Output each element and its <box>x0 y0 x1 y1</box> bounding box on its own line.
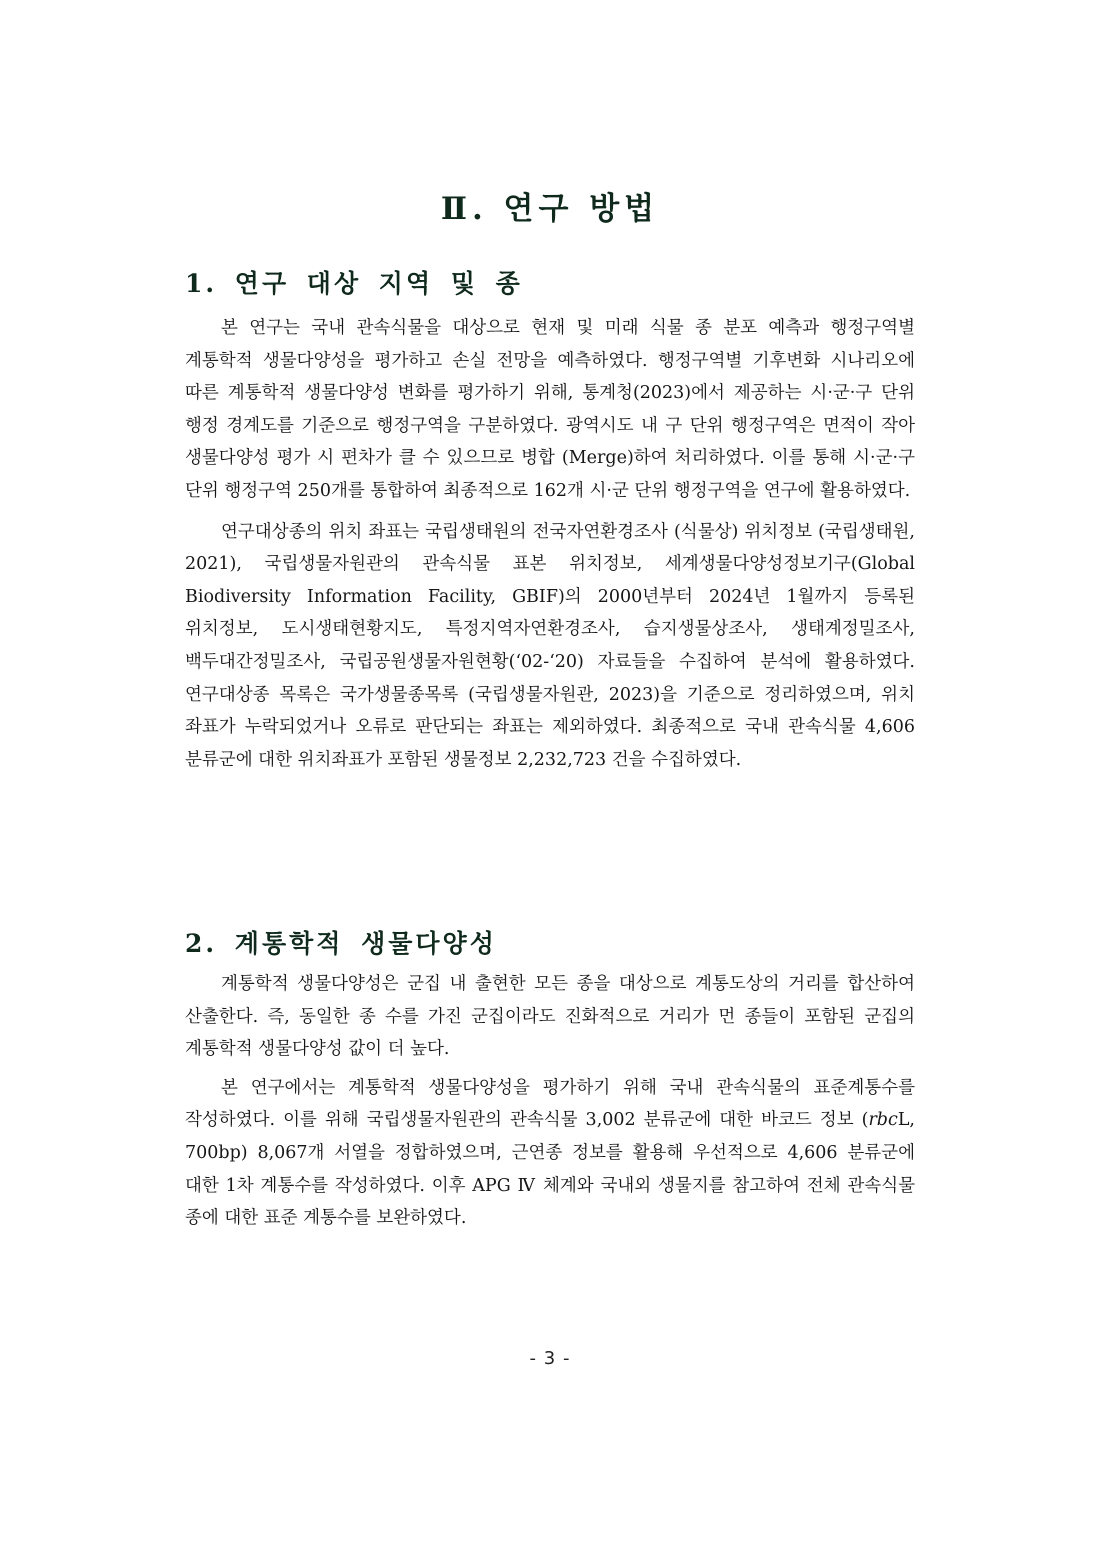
chapter-title: Ⅱ. 연구 방법 <box>440 191 660 227</box>
page-number: - 3 - <box>529 1348 571 1369</box>
body-paragraph: 본 연구는 국내 관속식물을 대상으로 현재 및 미래 식물 종 분포 예측과 행정구역별 계통학적 생물다양성을 평가하고 손실 전망을 예측하였다. 행정구역별 기후변화 시나리오에 따른 계통학적 생물다양성 변화를 평가하기 위해, 통계청(2023)에서 제공하는 시·군·구 단위 행정 경계도를 기준으로 행정구역을 구분하였다. 광역시도 내 구 단위 행정구역은 면적이 작아 생물다양성 평가 시 편차가 클 수 있으므로 병합 (Merge)하여 처리하였다. 이를 통해 시·군·구 단위 행정구역 250개를 통합하여 최종적으로 162개 시·군 단위 행정구역을 연구에 활용하였다. <box>185 318 915 501</box>
section-study-area-and-species <box>185 269 915 776</box>
gene-name-italic: rbc <box>868 1110 898 1131</box>
section-heading: 2. 계통학적 생물다양성 <box>185 929 497 958</box>
body-paragraph: 연구대상종의 위치 좌표는 국립생태원의 전국자연환경조사 (식물상) 위치정보 (국립생태원, 2021), 국립생물자원관의 관속식물 표본 위치정보, 세계생물다양성정보기구(Global Biodiversity Information Facility, GBIF)의 2000년부터 2024년 1월까지 등록된 위치정보, 도시생태현황지도, 특정지역자연환경조사, 습지생물상조사, 생태계정밀조사, 백두대간정밀조사, 국립공원생물자원현황(‘02-‘20) 자료들을 수집하여 분석에 활용하였다. 연구대상종 목록은 국가생물종목록 (국립생물자원관, 2023)을 기준으로 정리하였으며, 위치 좌표가 누락되었거나 오류로 판단되는 좌표는 제외하였다. 최종적으로 국내 관속식물 4,606 분류군에 대한 위치좌표가 포함된 생물정보 2,232,723 건을 수집하였다. <box>185 521 915 770</box>
section-heading: 1. 연구 대상 지역 및 종 <box>185 269 523 298</box>
body-paragraph <box>185 1072 915 1235</box>
paragraph-text: 본 연구에서는 계통학적 생물다양성을 평가하기 위해 국내 관속식물의 표준계통수를 작성하였다. 이를 위해 국립생물자원관의 관속식물 3,002 분류군에 대한 바코드 정보 ( <box>185 1077 915 1131</box>
paragraph-text: L, 700bp) 8,067개 서열을 정합하였으며, 근연종 정보를 활용해 우선적으로 4,606 분류군에 대한 1차 계통수를 작성하였다. 이후 APG Ⅳ 체계와 국내외 생물지를 참고하여 전체 관속식물 종에 대한 표준 계통수를 보완하였다. <box>185 1110 915 1229</box>
section-phylogenetic-diversity <box>185 929 915 1235</box>
body-paragraph: 계통학적 생물다양성은 군집 내 출현한 모든 종을 대상으로 계통도상의 거리를 합산하여 산출한다. 즉, 동일한 종 수를 가진 군집이라도 진화적으로 거리가 먼 종들이 포함된 군집의 계통학적 생물다양성 값이 더 높다. <box>185 974 915 1060</box>
